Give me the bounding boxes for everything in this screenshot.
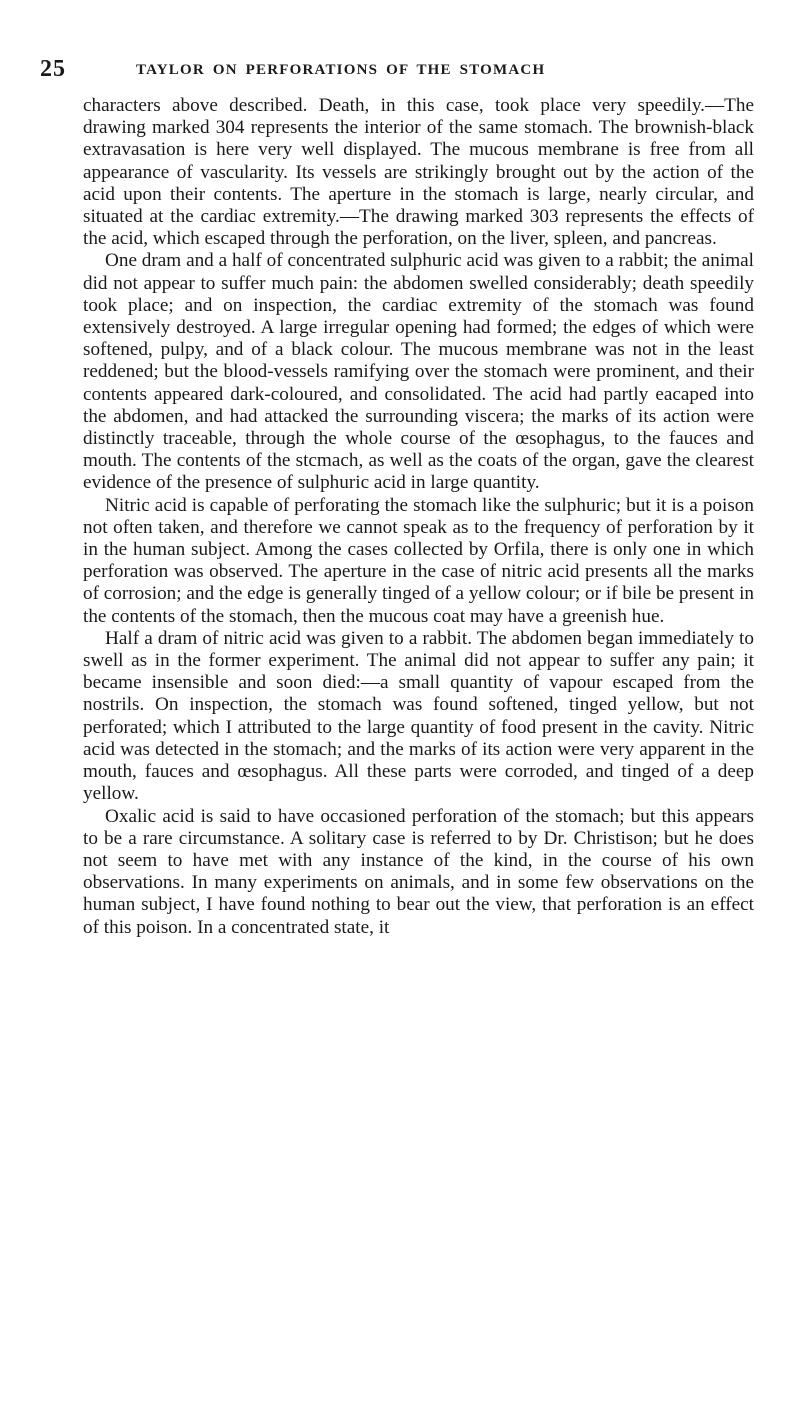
paragraph-sulphuric-rabbit: One dram and a half of concentrated sulphuric acid was given to a rabbit; the animal did not appear to suffer much pain: the abdomen swelled considerably; death speedily took place; and on inspection, the cardiac extremity of the stomach was found extensively destroyed. A large irregular opening had formed; the edges of which were softened, pulpy, and of a black colour. The mucous membrane was not in the least reddened; but the blood-vessels ramifying over the stomach were prominent, and their contents appeared dark-coloured, and consolidated. The acid had partly eacaped into the abdomen, and had attacked the surrounding viscera; the marks of its action were distinctly traceable, through the whole course of the œsophagus, to the fauces and mouth. The contents of the stcmach, as well as the coats of the organ, gave the clearest evidence of the presence of sulphuric acid in large quantity. [83,250,754,494]
body-text [83,95,754,939]
paragraph-nitric-rabbit: Half a dram of nitric acid was given to a rabbit. The abdomen began immediately to swell as in the former experiment. The animal did not appear to suffer any pain; it became insensible and soon died:—a small quantity of vapour escaped from the nostrils. On inspection, the stomach was found softened, tinged yellow, but not perforated; which I attributed to the large quantity of food present in the cavity. Nitric acid was detected in the stomach; and the marks of its action were very apparent in the mouth, fauces and œsophagus. All these parts were corroded, and tinged of a deep yellow. [83,627,754,805]
page-number: 25 [40,56,66,82]
paragraph-nitric-acid: Nitric acid is capable of perforating the stomach like the sulphuric; but it is a poison not often taken, and therefore we cannot speak as to the frequency of perforation by it in the human subject. Among the cases collected by Orfila, there is only one in which perforation was observed. The aperture in the case of nitric acid presents all the marks of corrosion; and the edge is generally tinged of a yellow colour; or if bile be present in the contents of the stomach, then the mucous coat may have a greenish hue. [83,494,754,627]
running-head: TAYLOR ON PERFORATIONS OF THE STOMACH [136,62,546,78]
paragraph-continuation: characters above described. Death, in this case, took place very speedily.—The drawing marked 304 represents the interior of the same stomach. The brownish-black extravasation is here very well displayed. The mucous membrane is free from all appearance of vascularity. Its vessels are strikingly brought out by the action of the acid upon their contents. The aperture in the stomach is large, nearly circular, and situated at the cardiac extremity.—The drawing marked 303 represents the effects of the acid, which escaped through the perforation, on the liver, spleen, and pancreas. [83,95,754,250]
paragraph-oxalic-acid: Oxalic acid is said to have occasioned perforation of the stomach; but this appears to be a rare circumstance. A solitary case is referred to by Dr. Christison; but he does not seem to have met with any instance of the kind, in the course of his own observations. In many experiments on animals, and in some few observations on the human subject, I have found nothing to bear out the view, that perforation is an effect of this poison. In a concentrated state, it [83,805,754,938]
